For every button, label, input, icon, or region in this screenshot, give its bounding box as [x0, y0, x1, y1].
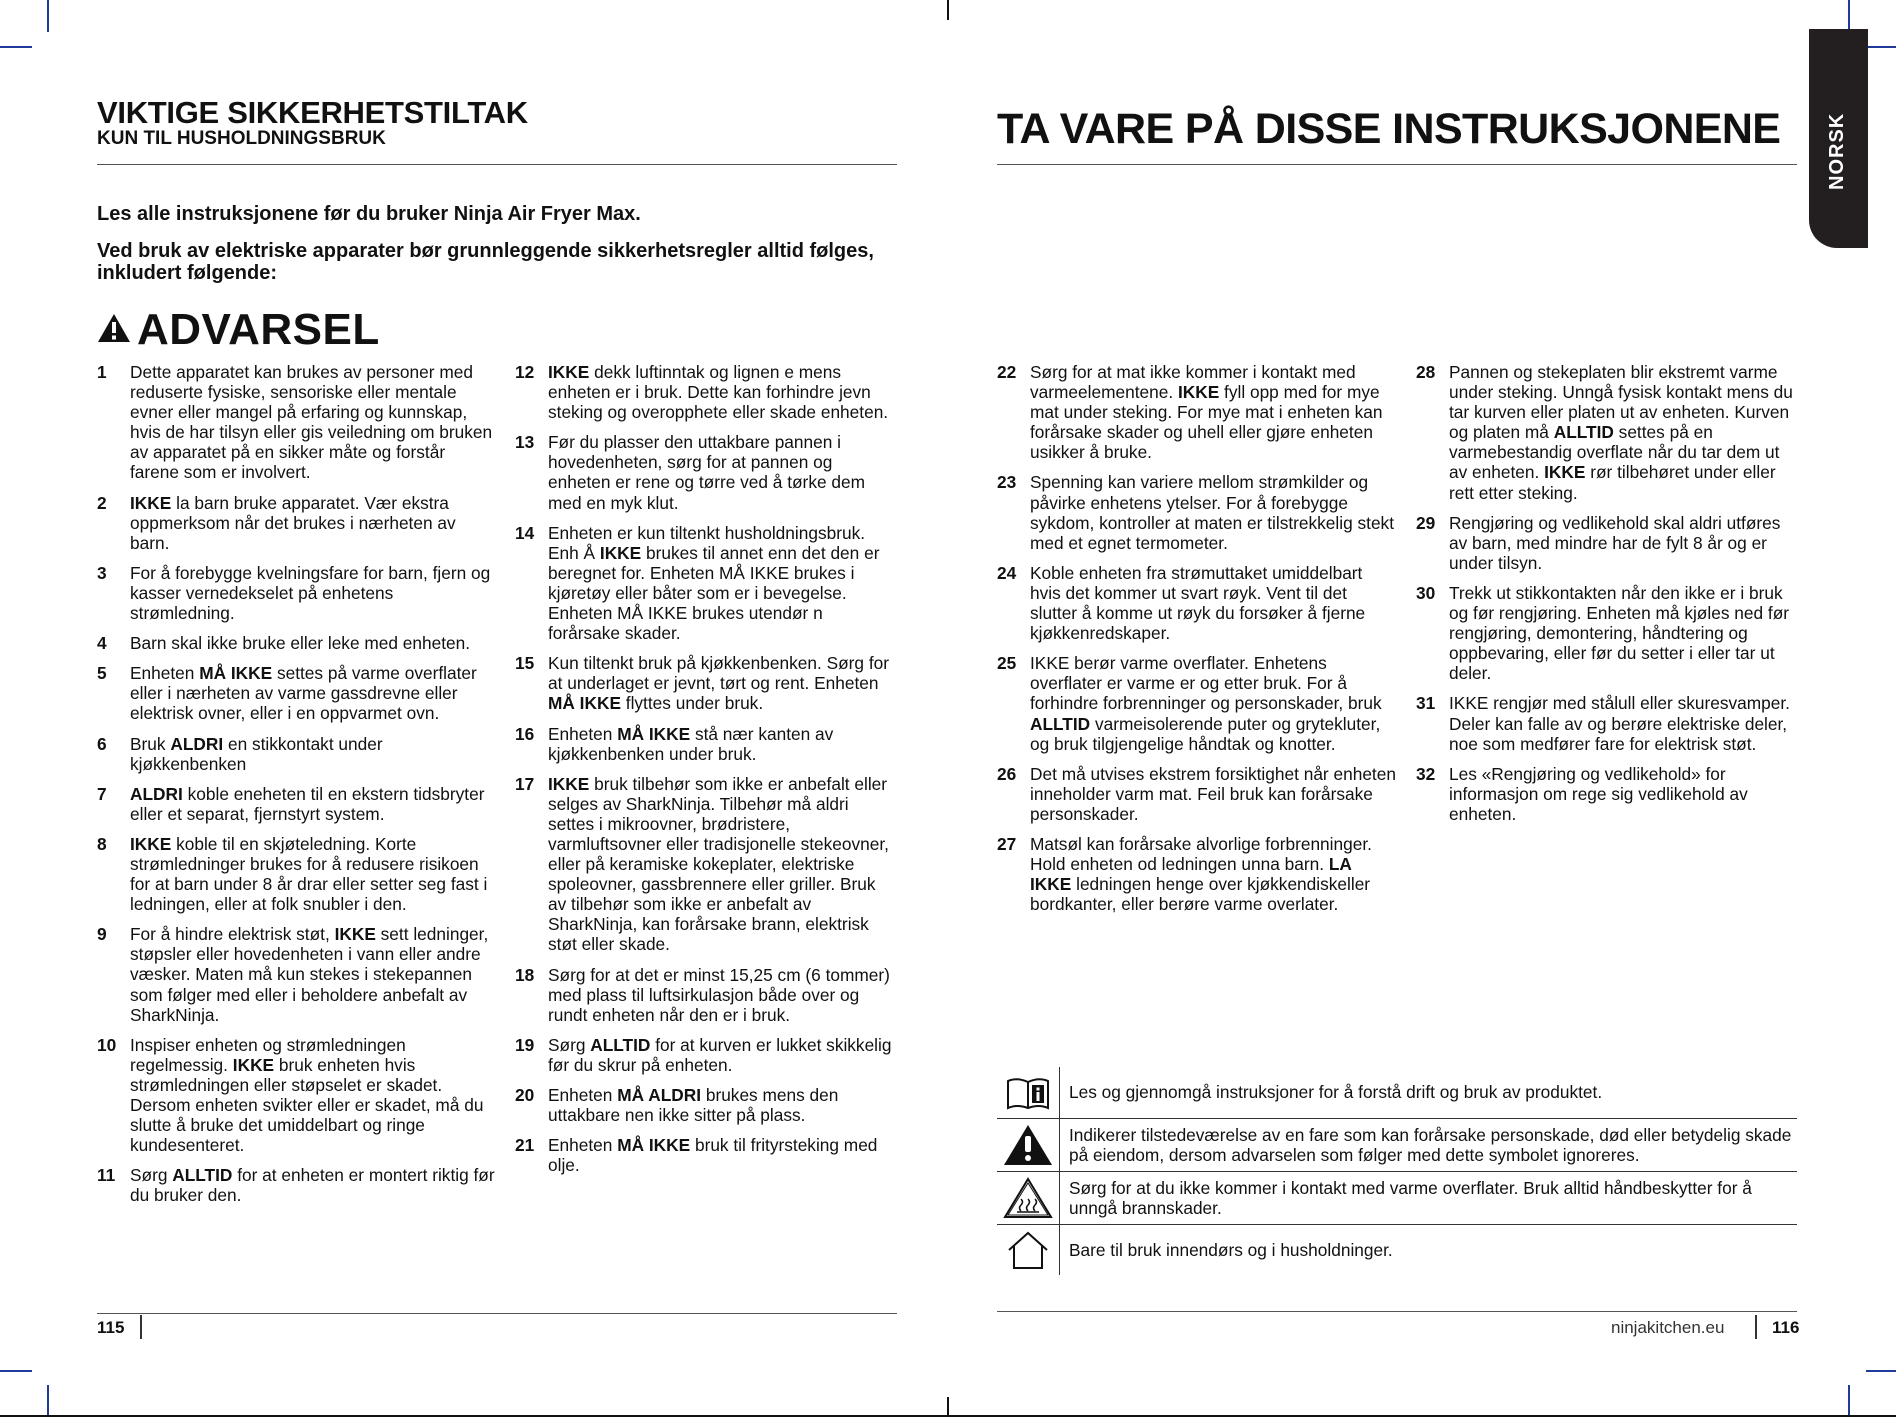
item-number: 27: [997, 833, 1017, 854]
safety-item: [515, 1035, 898, 1075]
safety-item: [97, 834, 497, 914]
item-number: 4: [97, 633, 107, 654]
item-text: IKKE rengjør med stålull eller skuresvamper. Deler kan falle av og berøre elektriske deler, noe som medfører fare for elektrisk støt.: [1449, 693, 1790, 754]
safety-item: [1416, 583, 1798, 683]
item-number: 14: [515, 522, 535, 543]
item-text: Sørg for at mat ikke kommer i kontakt med varmeelementene. IKKE fyll opp med for mye mat under steking. For mye mat i enheten kan forårsake skader og uhell eller gjøre enheten usikker å bruke.: [1030, 362, 1383, 463]
safety-item: [515, 523, 898, 644]
symbol-text: Indikerer tilstedeværelse av en fare som kan forårsake personskade, død eller betydelig skade på eiendom, dersom advarselen som følger med dette symbolet ignoreres.: [1069, 1124, 1792, 1165]
footer-separator: [1755, 1315, 1757, 1339]
item-text: For å hindre elektrisk støt, IKKE sett ledninger, støpsler eller hovedenheten i vann eller andre væsker. Maten må kun stekes i stekepannen som følger med eller i beholdere anbefalt av SharkNinja.: [130, 924, 489, 1025]
item-text: Pannen og stekeplaten blir ekstremt varme under steking. Unngå fysisk kontakt mens du tar kurven eller platen ut av enheten. Kurven og platen må ALLTID settes på en varmebestandig overflate når du tar dem ut av enheten. IKKE rør tilbehøret under eller rett etter steking.: [1449, 362, 1793, 503]
intro-line-2: Ved bruk av elektriske apparater bør grunnleggende sikkerhetsregler alltid følges, inkludert følgende:: [97, 240, 874, 284]
item-number: 2: [97, 492, 107, 513]
safety-item: [515, 1085, 898, 1125]
safety-item: [515, 432, 898, 512]
safety-item: [97, 362, 497, 483]
safety-item: [1416, 362, 1798, 503]
item-text: Sørg for at det er minst 15,25 cm (6 tommer) med plass til luftsirkulasjon både over og rundt enheten når den er i bruk.: [548, 964, 890, 1025]
item-text: IKKE bruk tilbehør som ikke er anbefalt eller selges av SharkNinja. Tilbehør må aldri settes i mikroovner, brødristere, varmluftsovner eller tradisjonelle stekeovner, eller på keramiske kokeplater, elektriske spoleovner, gassbrennere eller griller. Bruk av tilbehør som ikke er anbefalt av SharkNinja, kan forårsake brann, elektrisk støt eller skade.: [548, 773, 889, 955]
item-text: Les «Rengjøring og vedlikehold» for informasjon om rege sig vedlikehold av enheten.: [1449, 763, 1748, 824]
item-number: 13: [515, 432, 535, 453]
safety-item: [515, 653, 898, 713]
safety-item: [997, 834, 1397, 914]
safety-column-2: [515, 362, 898, 1185]
language-tab-label: NORSK: [1826, 112, 1848, 190]
item-text: IKKE dekk luftinntak og lignen e mens enheten er i bruk. Dette kan forhindre jevn steking og overopphete eller skade enheten.: [548, 362, 889, 423]
website-url: ninjakitchen.eu: [1611, 1318, 1725, 1337]
house-icon: [997, 1225, 1060, 1275]
item-number: 7: [97, 783, 107, 804]
crop-mark: [1866, 1370, 1896, 1372]
safety-item: [97, 633, 497, 653]
item-number: 12: [515, 362, 535, 382]
section-subtitle: KUN TIL HUSHOLDNINGSBRUK: [97, 128, 386, 149]
safety-item: [97, 563, 497, 623]
item-text: For å forebygge kvelningsfare for barn, fjern og kasser vernedekselet på enhetens strømledning.: [130, 562, 491, 624]
safety-item: [1416, 513, 1798, 573]
item-number: 10: [97, 1034, 117, 1055]
symbol-text: Sørg for at du ikke kommer i kontakt med varme overflater. Bruk alltid håndbeskytter for å unngå brannskader.: [1069, 1177, 1752, 1218]
safety-column-1: [97, 362, 497, 1215]
safety-item: [97, 924, 497, 1024]
symbol-row: [997, 1119, 1797, 1172]
item-number: 16: [515, 723, 535, 744]
item-number: 20: [515, 1085, 535, 1105]
item-number: 21: [515, 1135, 535, 1156]
item-number: 6: [97, 733, 107, 754]
item-text: IKKE berør varme overflater. Enhetens overflater er varme er og etter bruk. For å forhindre forbrenninger og personskader, bruk ALLTID varmeisolerende puter og grytekluter, og bruk tilgjengelige håndtak og knotter.: [1030, 653, 1382, 754]
item-text: Kun tiltenkt bruk på kjøkkenbenken. Sørg for at underlaget er jevnt, tørt og rent. Enheten MÅ IKKE flyttes under bruk.: [548, 653, 889, 714]
read-manual-icon: [997, 1067, 1060, 1118]
warning-label: ADVARSEL: [137, 305, 380, 354]
item-text: Inspiser enheten og strømledningen regelmessig. IKKE bruk enheten hvis strømledningen eller støpselet er skadet. Dersom enheten svikter eller er skadet, må du slutte å bruke det umiddelbart og ringe kundesenteret.: [130, 1034, 484, 1156]
crop-mark: [47, 0, 49, 32]
safety-item: [515, 724, 898, 764]
safety-column-4: [1416, 362, 1798, 834]
item-text: Sørg ALLTID for at enheten er montert riktig før du bruker den.: [130, 1165, 495, 1206]
item-number: 3: [97, 562, 107, 583]
item-text: Enheten MÅ ALDRI brukes mens den uttakbare nen ikke sitter på plass.: [548, 1085, 839, 1126]
footer-divider: [97, 1313, 897, 1314]
item-number: 18: [515, 964, 535, 985]
footer-separator: [140, 1315, 142, 1339]
item-number: 28: [1416, 362, 1436, 382]
item-text: Sørg ALLTID for at kurven er lukket skikkelig før du skrur på enheten.: [548, 1034, 892, 1075]
item-number: 15: [515, 653, 535, 674]
warning-triangle-icon: [97, 313, 131, 348]
crop-mark: [1866, 46, 1896, 48]
safety-item: [997, 472, 1397, 552]
item-text: Matsøl kan forårsake alvorlige forbrenninger. Hold enheten od ledningen unna barn. LA IKKE ledningen henge over kjøkkendiskeller bordkanter, eller berøre varme overlater.: [1030, 833, 1372, 915]
item-number: 9: [97, 924, 107, 945]
intro-line-1: Les alle instruksjonene før du bruker Ninja Air Fryer Max.: [97, 203, 641, 225]
safety-item: [997, 362, 1397, 462]
item-text: IKKE koble til en skjøteledning. Korte strømledninger brukes for å redusere risikoen for at barn under 8 år drar eller setter seg fast i ledningen, eller at folk snubler i den.: [130, 833, 488, 915]
page-title: TA VARE PÅ DISSE INSTRUKSJONENE: [997, 105, 1781, 153]
safety-item: [97, 1035, 497, 1156]
item-text: Enheten MÅ IKKE bruk til frityrsteking med olje.: [548, 1135, 878, 1176]
item-number: 24: [997, 562, 1017, 583]
symbol-row: [997, 1225, 1797, 1275]
crop-mark: [1848, 1385, 1850, 1417]
item-number: 5: [97, 663, 107, 684]
safety-item: [997, 653, 1397, 753]
crop-mark: [47, 1385, 49, 1417]
section-title: VIKTIGE SIKKERHETSTILTAK: [97, 95, 528, 130]
item-number: 1: [97, 362, 107, 382]
item-text: IKKE la barn bruke apparatet. Vær ekstra oppmerksom når det brukes i nærheten av barn.: [130, 492, 456, 553]
page-number-left: 115: [97, 1318, 125, 1337]
safety-item: [1416, 764, 1798, 824]
item-number: 22: [997, 362, 1017, 382]
safety-item: [515, 1135, 898, 1175]
item-text: Barn skal ikke bruke eller leke med enheten.: [130, 633, 471, 654]
safety-item: [97, 734, 497, 774]
footer-divider: [997, 1311, 1797, 1312]
safety-item: [97, 493, 497, 553]
item-text: Koble enheten fra strømuttaket umiddelbart hvis det kommer ut svart røyk. Vent til det slutter å komme ut røyk du forsøker å fjerne kjøkkenredskaper.: [1030, 562, 1366, 644]
item-number: 26: [997, 763, 1017, 784]
item-text: Spenning kan variere mellom strømkilder og påvirke enhetens ytelser. For å forebygge sykdom, kontroller at maten er tilstrekkelig stekt med et egnet termometer.: [1030, 472, 1394, 553]
item-text: Trekk ut stikkontakten når den ikke er i bruk og før rengjøring. Enheten må kjøles ned før rengjøring, demontering, håndtering og oppbevaring, eller før du setter i eller tar ut deler.: [1449, 582, 1790, 684]
item-text: Enheten MÅ IKKE stå nær kanten av kjøkkenbenken under bruk.: [548, 723, 834, 764]
safety-item: [515, 774, 898, 955]
hot-surface-icon: [997, 1172, 1060, 1224]
item-number: 25: [997, 653, 1017, 674]
crop-mark: [0, 46, 32, 48]
item-text: Enheten MÅ IKKE settes på varme overflater eller i nærheten av varme gassdrevne eller elektrisk ovner, eller i en oppvarmet ovn.: [130, 663, 477, 724]
item-number: 11: [97, 1165, 116, 1186]
item-number: 23: [997, 472, 1017, 493]
safety-item: [1416, 693, 1798, 753]
item-text: Rengjøring og vedlikehold skal aldri utføres av barn, med mindre har de fylt 8 år og er under tilsyn.: [1449, 512, 1781, 573]
page-number-right: 116: [1772, 1318, 1800, 1337]
item-text: ALDRI koble eneheten til en ekstern tidsbryter eller et separat, fjernstyrt system.: [130, 783, 485, 824]
safety-item: [97, 784, 497, 824]
item-number: 32: [1416, 763, 1436, 784]
item-text: Bruk ALDRI en stikkontakt under kjøkkenbenken: [130, 733, 383, 774]
safety-item: [515, 965, 898, 1025]
header-divider: [97, 164, 897, 165]
crop-mark: [0, 1370, 32, 1372]
safety-item: [997, 563, 1397, 643]
item-number: 17: [515, 773, 535, 794]
center-mark: [947, 0, 949, 20]
symbol-text: Bare til bruk innendørs og i husholdninger.: [1069, 1239, 1393, 1260]
item-number: 31: [1416, 693, 1436, 714]
item-text: Før du plasser den uttakbare pannen i hovedenheten, sørg for at pannen og enheten er rene og tørre ved å tørke dem med en myk klut.: [548, 432, 865, 513]
safety-column-3: [997, 362, 1397, 924]
safety-item: [97, 663, 497, 723]
item-text: Dette apparatet kan brukes av personer med reduserte fysiske, sensoriske eller mentale evner eller mangel på erfaring og kunnskap, hvis de har tilsyn eller gis veiledning om bruken av apparatet på en sikker måte og forstår farene som er involvert.: [130, 362, 493, 483]
warning-triangle-icon: [997, 1119, 1060, 1171]
item-text: Enheten er kun tiltenkt husholdningsbruk. Enh Å IKKE brukes til annet enn det den er beregnet for. Enheten MÅ IKKE brukes i kjøretøy eller båter som er i bevegelse. Enheten MÅ IKKE brukes utendør n forårsake skader.: [548, 522, 880, 644]
header-divider: [997, 164, 1797, 165]
center-mark: [947, 1397, 949, 1417]
crop-mark: [1848, 0, 1850, 32]
safety-item: [997, 764, 1397, 824]
item-number: 8: [97, 833, 107, 854]
symbol-row: [997, 1067, 1797, 1119]
item-text: Det må utvises ekstrem forsiktighet når enheten inneholder varm mat. Feil bruk kan forårsake personskader.: [1030, 763, 1396, 824]
symbol-text: Les og gjennomgå instruksjoner for å forstå drift og bruk av produktet.: [1069, 1082, 1603, 1103]
safety-item: [515, 362, 898, 422]
symbol-legend: [997, 1067, 1797, 1275]
item-number: 19: [515, 1034, 535, 1055]
item-number: 30: [1416, 582, 1436, 603]
symbol-row: [997, 1172, 1797, 1225]
item-number: 29: [1416, 512, 1436, 533]
warning-heading: [97, 306, 380, 354]
safety-item: [97, 1165, 497, 1205]
